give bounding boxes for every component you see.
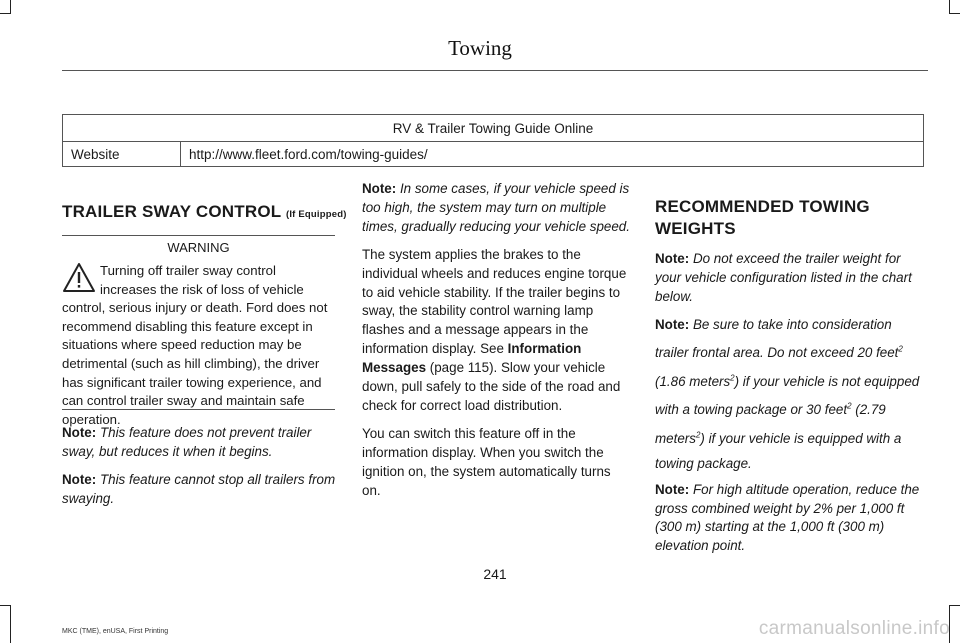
print-footer: MKC (TME), enUSA, First Printing	[62, 628, 169, 635]
note-text: This feature does not prevent trailer sway, but reduces it when it begins.	[62, 425, 312, 459]
heading-text: TRAILER SWAY CONTROL	[62, 202, 282, 221]
table-row	[63, 142, 924, 167]
warning-triangle-icon	[62, 262, 96, 294]
superscript: 2	[898, 344, 903, 354]
note-label: Note:	[62, 471, 97, 487]
watermark: carmanualsonline.info	[758, 618, 950, 639]
warning-bottom-rule	[62, 409, 335, 410]
note-text: This feature cannot stop all trailers from swaying.	[62, 471, 336, 506]
crop-mark	[949, 605, 960, 606]
note-text: In some cases, if your vehicle speed is too high, the system may turn on multiple times, gradually reducing your vehicle speed.	[362, 181, 630, 234]
heading-suffix: (If Equipped)	[285, 209, 347, 220]
body-text: Slow your vehicle down, pull safely to the side of the road and check for correct load distribution.	[362, 360, 621, 413]
warning-box	[62, 262, 335, 429]
towing-notes	[655, 250, 927, 565]
superscript: 2	[730, 373, 735, 383]
crop-mark	[0, 605, 11, 606]
note-text-part: ) if your vehicle is not equipped with a towing package or 30 feet	[655, 373, 920, 418]
note-paragraph	[655, 312, 927, 476]
note-text	[655, 317, 919, 471]
crop-mark	[949, 13, 960, 14]
note-text-part: (2.79 meters	[655, 402, 886, 446]
crop-mark	[10, 0, 11, 14]
section-heading-trailer-sway	[62, 202, 347, 222]
note-text-part: ) if your vehicle is equipped with a towing package.	[655, 430, 902, 471]
note-paragraph	[62, 424, 340, 462]
crop-mark	[949, 0, 950, 14]
body-paragraph	[362, 246, 632, 416]
note-label: Note:	[362, 181, 397, 196]
body-paragraph: You can switch this feature off in the information display. When you switch the ignition on, the system automatically turns on.	[362, 425, 611, 498]
warning-top-rule	[62, 235, 335, 236]
website-link[interactable]: http://www.fleet.ford.com/towing-guides/	[181, 142, 924, 167]
page-number: 241	[483, 566, 507, 582]
body-text: The system applies the brakes to the individual wheels and reduces engine torque to aid vehicle stability. If the trailer begins to sway, the stability control warning lamp flashes and a message appears in the information display. See	[362, 246, 627, 357]
warning-title: WARNING	[167, 240, 230, 255]
table-cell-label: Website	[63, 142, 181, 167]
superscript: 2	[847, 401, 852, 411]
sway-notes	[62, 424, 340, 518]
note-text: Do not exceed the trailer weight for your vehicle configuration listed in the chart below.	[655, 251, 912, 304]
note-paragraph	[655, 250, 927, 307]
middle-column	[362, 180, 632, 510]
note-paragraph	[655, 481, 927, 557]
crop-mark	[10, 605, 11, 643]
cross-reference-link[interactable]: Information Messages	[362, 341, 582, 376]
crop-mark	[0, 13, 11, 14]
page-reference: (page 115).	[429, 360, 498, 376]
note-text-part: (1.86 meters	[655, 373, 731, 389]
page-title: Towing	[448, 36, 512, 60]
note-paragraph	[362, 180, 632, 237]
towing-guide-table	[62, 114, 924, 167]
header-divider	[62, 70, 928, 71]
note-text: For high altitude operation, reduce the gross combined weight by 2% per 1,000 ft (300 m) starting at the 1,000 ft (300 m) elevation point.	[655, 481, 920, 554]
warning-text: Turning off trailer sway control increases the risk of loss of vehicle control, serious injury or death. Ford does not recommend disabling this feature except in situations where speed reduction may be detrimental (such as hill climbing), the driver has significant trailer towing experience, and can control trailer sway and maintain safe operation.	[62, 263, 328, 427]
note-text-part: Be sure to take into consideration trailer frontal area. Do not exceed 20 feet	[655, 316, 899, 361]
section-heading-towing-weights: RECOMMENDED TOWING WEIGHTS	[655, 197, 870, 238]
note-label: Note:	[655, 481, 690, 497]
note-label: Note:	[655, 251, 690, 266]
note-label: Note:	[62, 425, 97, 440]
note-label: Note:	[655, 316, 690, 332]
note-paragraph	[62, 471, 340, 509]
table-title: RV & Trailer Towing Guide Online	[63, 115, 924, 142]
superscript: 2	[695, 430, 701, 440]
